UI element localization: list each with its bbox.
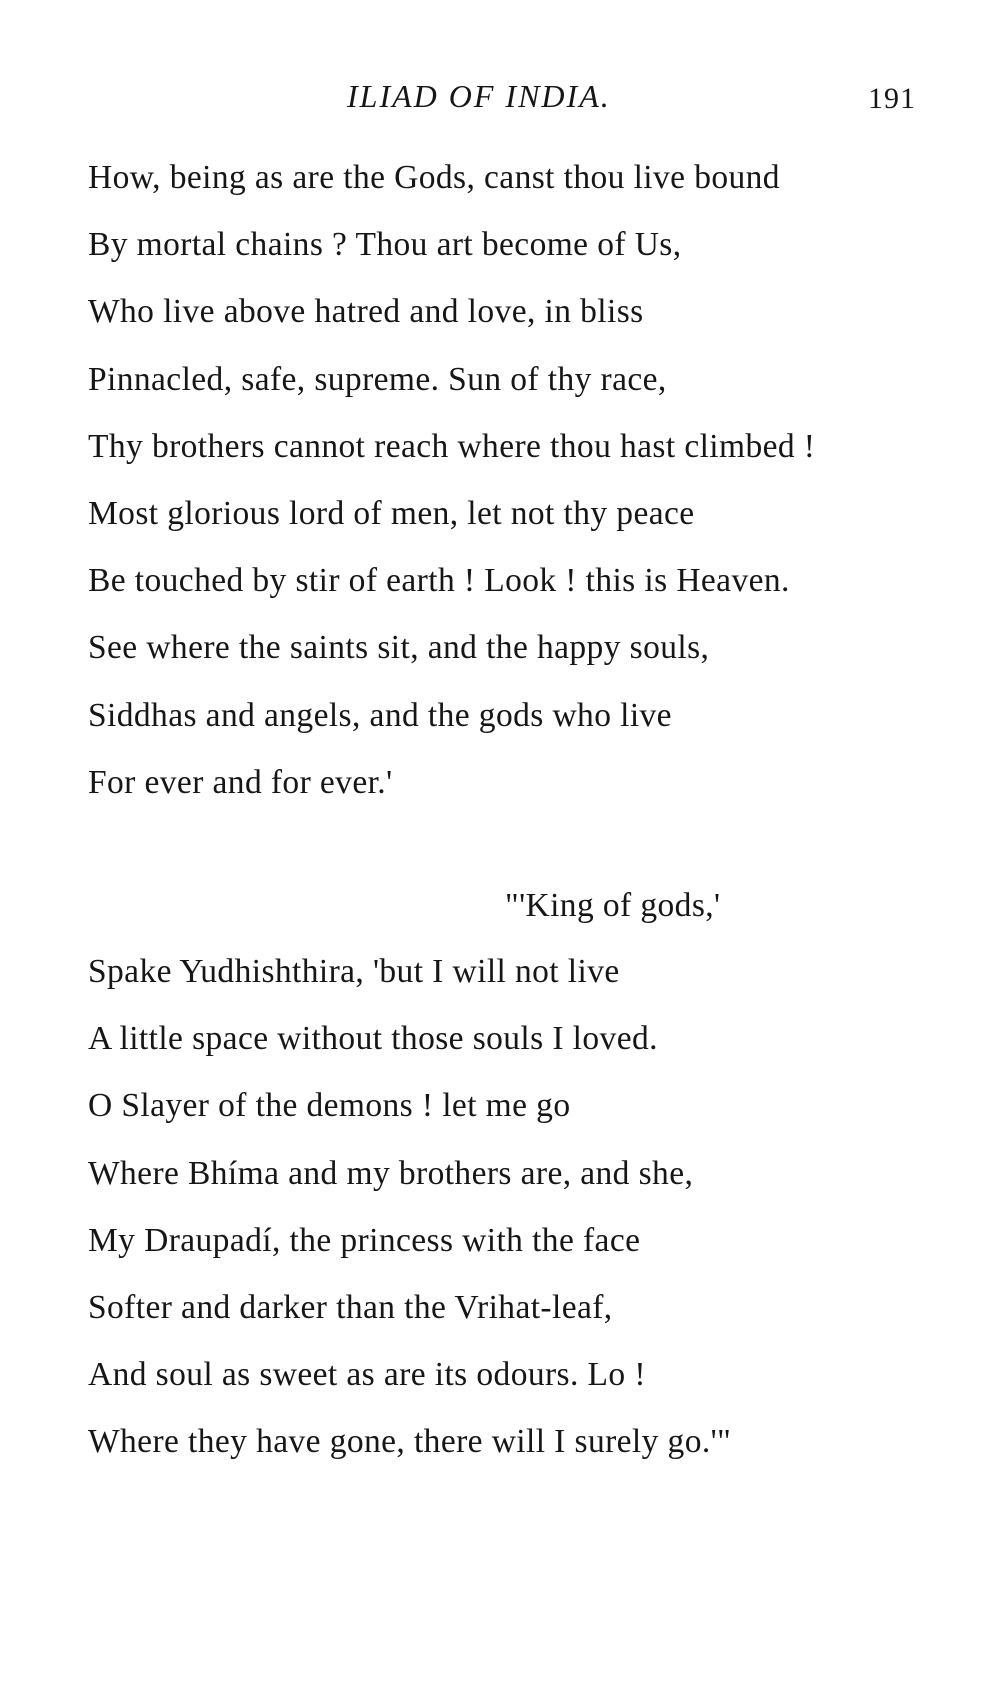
verse-stanza-1 [88, 158, 815, 830]
verse-line: My Draupadí, the princess with the face [88, 1221, 641, 1259]
verse-line: By mortal chains ? Thou art become of Us, [88, 226, 682, 264]
verse-line: And soul as sweet as are its odours. Lo ! [88, 1356, 646, 1394]
verse-line: Spake Yudhishthira, 'but I will not live [88, 953, 620, 990]
verse-line: Pinnacled, safe, supreme. Sun of thy race, [88, 360, 667, 398]
verse-line: See where the saints sit, and the happy souls, [88, 629, 710, 667]
verse-line: How, being as are the Gods, canst thou live bound [88, 159, 780, 196]
verse-line: Where Bhíma and my brothers are, and she, [88, 1154, 694, 1192]
verse-line: Who live above hatred and love, in bliss [88, 293, 644, 331]
verse-line: A little space without those souls I loved. [88, 1020, 658, 1058]
verse-line: Siddhas and angels, and the gods who live [88, 696, 672, 734]
page-number: 191 [868, 82, 916, 115]
verse-line: Thy brothers cannot reach where thou hast climbed ! [88, 427, 816, 465]
verse-line: Where they have gone, there will I surely go.'" [88, 1423, 732, 1461]
speech-opening-line: "'King of gods,' [505, 887, 721, 924]
verse-line: For ever and for ever.' [88, 763, 393, 801]
verse-line: Be touched by stir of earth ! Look ! this is Heaven. [88, 562, 790, 600]
running-title: ILIAD OF INDIA. [347, 78, 611, 114]
verse-line: Softer and darker than the Vrihat-leaf, [88, 1288, 613, 1326]
verse-stanza-2 [88, 952, 731, 1490]
verse-line: O Slayer of the demons ! let me go [88, 1087, 571, 1125]
verse-line: Most glorious lord of men, let not thy peace [88, 494, 695, 532]
